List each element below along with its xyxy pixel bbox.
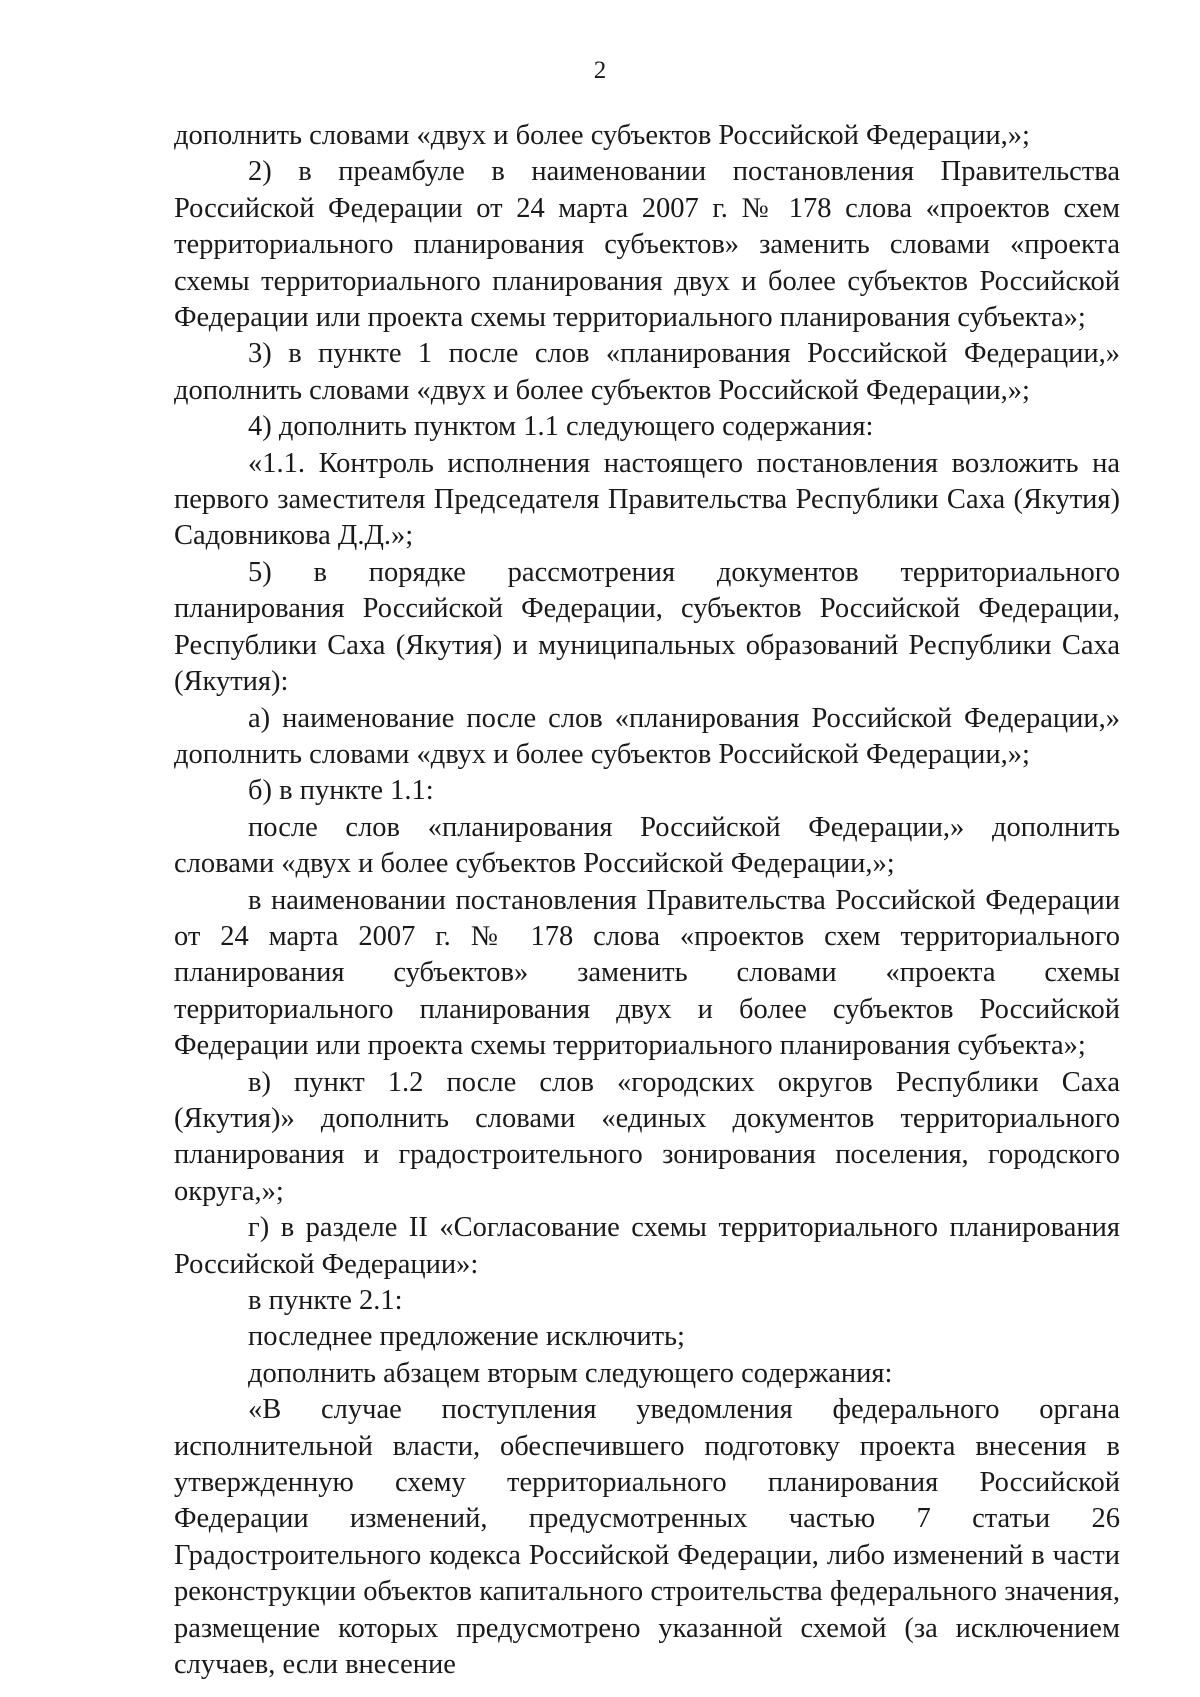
paragraph: б) в пункте 1.1: [248,775,434,807]
paragraph: последнее предложение исключить; [248,1321,685,1353]
paragraph: в) пункт 1.2 после слов «городских округов Республики Саха (Якутия)» дополнить словами «единых документов территориального планирования и градостроительного зонирования поселения, городского округа,»; [174,1066,1120,1207]
paragraph: дополнить абзацем вторым следующего содержания: [248,1357,893,1389]
paragraph: 5) в порядке рассмотрения документов территориального планирования Российской Федерации, субъектов Российской Федерации, Республики Саха (Якутия) и муниципальных образований Республики Саха (Якутия): [174,556,1120,698]
paragraph: а) наименование после слов «планирования Российской Федерации,» дополнить словами «двух и более субъектов Российской Федерации,»; [174,702,1120,770]
paragraph: в наименовании постановления Правительства Российской Федерации от 24 марта 2007 г. № 178 слова «проектов схем территориального планирования субъектов» заменить словами «проекта схемы территориального планирования двух и более субъектов Российской Федерации или проекта схемы территориального планирования субъекта»; [174,884,1120,1062]
document-body [174,118,1120,1683]
paragraph: 2) в преамбуле в наименовании постановления Правительства Российской Федерации от 24 марта 2007 г. № 178 слова «проектов схем территориального планирования субъектов» заменить словами «проекта схемы территориального планирования двух и более субъектов Российской Федерации или проекта схемы территориального планирования субъекта»; [174,156,1120,334]
paragraph: в пункте 2.1: [248,1285,403,1316]
paragraph: после слов «планирования Российской Федерации,» дополнить словами «двух и более субъектов Российской Федерации,»; [174,811,1120,880]
page-number: 2 [593,57,607,84]
paragraph: дополнить словами «двух и более субъектов Российской Федерации,»; [174,120,1030,151]
paragraph: «1.1. Контроль исполнения настоящего постановления возложить на первого заместителя Председателя Правительства Республики Саха (Якутия) Садовникова Д.Д.»; [174,447,1120,552]
paragraph: «В случае поступления уведомления федерального органа исполнительной власти, обеспечившего подготовку проекта внесения в утвержденную схему территориального планирования Российской Федерации изменений, предусмотренных частью 7 статьи 26 Градостроительного кодекса Российской Федерации, либо изменений в части реконструкции объектов капитального строительства федерального значения, размещение которых предусмотрено указанной схемой (за исключением случаев, если внесение [174,1394,1120,1681]
paragraph: г) в разделе II «Согласование схемы территориального планирования Российской Федерации»: [174,1212,1120,1280]
paragraph: 3) в пункте 1 после слов «планирования Российской Федерации,» дополнить словами «двух и более субъектов Российской Федерации,»; [174,338,1120,406]
paragraph: 4) дополнить пунктом 1.1 следующего содержания: [248,411,874,443]
